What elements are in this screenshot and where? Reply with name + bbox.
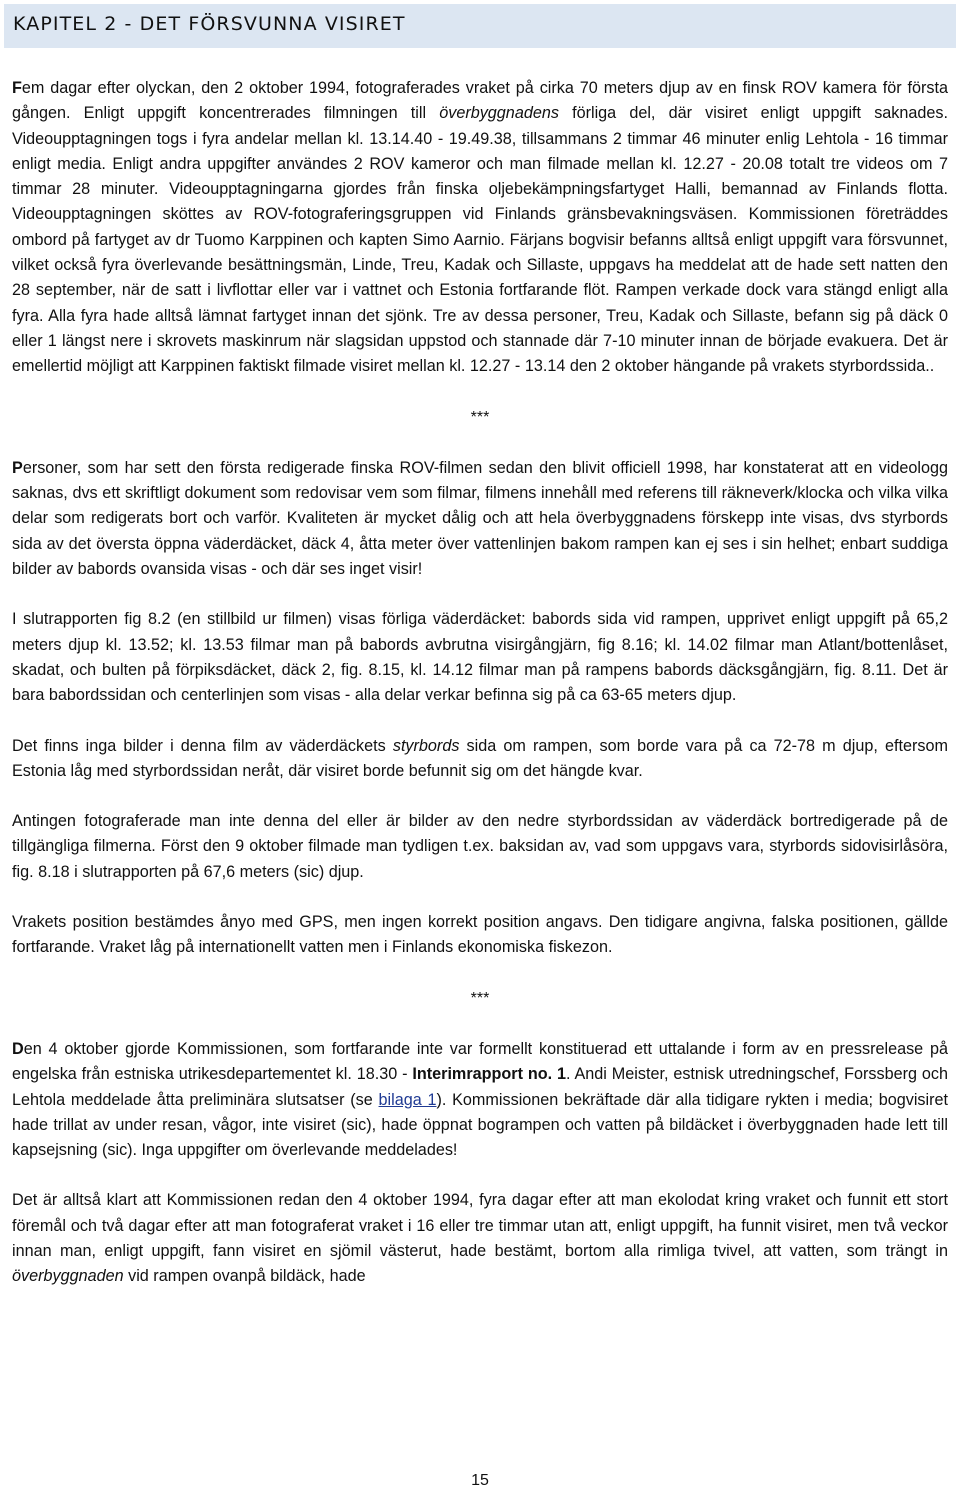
- paragraph-6: Vrakets position bestämdes ånyo med GPS, men ingen korrekt position angavs. Den tidigare angivna, falska positionen, gällde fortfarande. Vraket låg på internationellt vatten men i Finlands ekonomiska fiskezon.: [12, 913, 948, 957]
- paragraph-4: Det finns inga bilder i denna film av väderdäckets styrbords sida om rampen, som borde vara på ca 72-78 m djup, eftersom Estonia låg med styrbordssidan neråt, där visiret borde befunnit sig om det hängde kvar.: [12, 736, 948, 780]
- interim-report-title: Interimrapport no. 1: [412, 1065, 567, 1084]
- drop-lead-letter: D: [12, 1039, 24, 1058]
- emphasis: styrbords: [392, 736, 460, 755]
- drop-lead-letter: P: [12, 458, 23, 477]
- paragraph-7: Den 4 oktober gjorde Kommissionen, som fortfarande inte var formellt konstituerad ett uttalande i form av en pressrelease på engelska från estniska utrikesdepartementet kl. 18.30 - Interimrapport no. 1. Andi Meister, estnisk utredningschef, Forssberg och Lehtola meddelade åtta preliminära slutsatser (se bilaga 1). Kommissionen bekräftade där alla tidigare rykten i media; bogvisiret hade trillat av under resan, vågor, inte visiret (sic), hade öppnat bogrampen och vatten på bildäcket i överbyggnaden hade lett till kapsejsning (sic). Inga uppgifter om överlevande meddelades!: [12, 1039, 948, 1160]
- chapter-title: KAPITEL 2 - DET FÖRSVUNNA VISIRET: [13, 13, 406, 35]
- emphasis: överbyggnaden: [12, 1267, 124, 1286]
- section-separator: ***: [470, 408, 490, 426]
- page-number: 15: [471, 1472, 489, 1489]
- document-body: [12, 76, 948, 1290]
- paragraph-1: Fem dagar efter olyckan, den 2 oktober 1994, fotograferades vraket på cirka 70 meters djup av en finsk ROV kamera för första gången. Enligt uppgift koncentrerades filmningen till överbyggnadens förliga del, där visiret enligt uppgift saknades. Videoupptagningen togs i fyra andelar mellan kl. 13.14.40 - 19.49.38, tillsammans 2 timmar 46 minuter enlig Lehtola - 16 timmar enligt media. Enligt andra uppgifter användes 2 ROV kameror och man filmade mellan kl. 12.27 - 20.08 totalt tre videos om 7 timmar 28 minuter. Videoupptagningarna gjordes från finska oljebekämpningsfartyget Halli, bemannad av Finlands flotta. Videoupptagningen sköttes av ROV-fotograferingsgruppen vid Finlands gränsbevakningsväsen. Kommissionen företräddes ombord på fartyget av dr Tuomo Karppinen och kapten Simo Aarnio. Färjans bogvisir befanns alltså enligt uppgift vara försvunnet, vilket också fyra överlevande besättningsmän, Linde, Treu, Kadak och Sillaste, uppgavs ha meddelat att de hade sett natten den 28 september, när de satt i livflottar eller var i vattnet och Estonia fortfarande flöt. Rampen verkade dock vara stängd enligt alla fyra. Alla fyra hade alltså lämnat fartyget innan det sjönk. Tre av dessa personer, Treu, Kadak och Sillaste, befann sig på däck 0 eller 1 längst nere i skrovets maskinrum när slagsidan uppstod och stannade där 7-10 minuter innan de började evakuera. Det är emellertid möjligt att Karppinen faktiskt filmade visiret mellan kl. 12.27 - 13.14 den 2 oktober hängande på vrakets styrbordssida..: [12, 79, 948, 376]
- section-separator: ***: [470, 989, 490, 1007]
- bilaga-1-link[interactable]: bilaga 1: [378, 1090, 437, 1109]
- emphasis: överbyggnadens: [439, 104, 559, 123]
- paragraph-2: Personer, som har sett den första redigerade finska ROV-filmen sedan den blivit officiell 1998, har konstaterat att en videologg saknas, dvs ett skriftligt dokument som redovisar vem som filmar, filmens innehåll med referens till räkneverk/klocka och vilka vilka delar som redigerats bort och varför. Kvaliteten är mycket dålig och att hela överbyggnadens förskepp inte visas, dvs styrbords sida av det översta öppna väderdäcket, däck 4, åtta meter över vattenlinjen bakom rampen kan ej ses i sin helhet; enbart suddiga bilder av babords ovansida visas - och där ses inget visir!: [12, 458, 948, 579]
- paragraph-8: Det är alltså klart att Kommissionen redan den 4 oktober 1994, fyra dagar efter att man ekolodat kring vraket och funnit ett stort föremål och två dagar efter att man fotograferat vraket i 16 eller tre timmar utan att, enligt uppgift, ha funnit visiret, men två veckor innan man, enligt uppgift, fann visiret en sjömil västerut, hade bestämt, bortom alla rimliga tvivel, att vatten, som trängt in överbyggnaden vid rampen ovanpå bildäck, hade: [12, 1191, 948, 1286]
- paragraph-5: Antingen fotograferade man inte denna del eller är bilder av den nedre styrbordssidan av väderdäck bortredigerade på de tillgängliga filmerna. Först den 9 oktober filmade man tydligen t.ex. baksidan av, vad som uppgavs vara, styrbords sidovisirlåsöra, fig. 8.18 i slutrapporten på 67,6 meters (sic) djup.: [12, 812, 948, 881]
- paragraph-3: I slutrapporten fig 8.2 (en stillbild ur filmen) visas förliga väderdäcket: babords sida vid rampen, upprivet enligt uppgift på 65,2 meters djup kl. 13.52; kl. 13.53 filmar man på babords avbrutna visirgångjärn, fig 8.16; kl. 14.02 filmar man Atlant/bottenlåset, skadat, och bulten på förpiksdäcket, däck 2, fig. 8.15, kl. 14.12 filmar man på rampens babords däcksgångjärn, fig. 8.11. Det är bara babordssidan och centerlinjen som visas - alla delar verkar befinna sig på ca 63-65 meters djup.: [12, 610, 948, 705]
- drop-lead-letter: F: [12, 79, 22, 97]
- chapter-header: [4, 4, 956, 48]
